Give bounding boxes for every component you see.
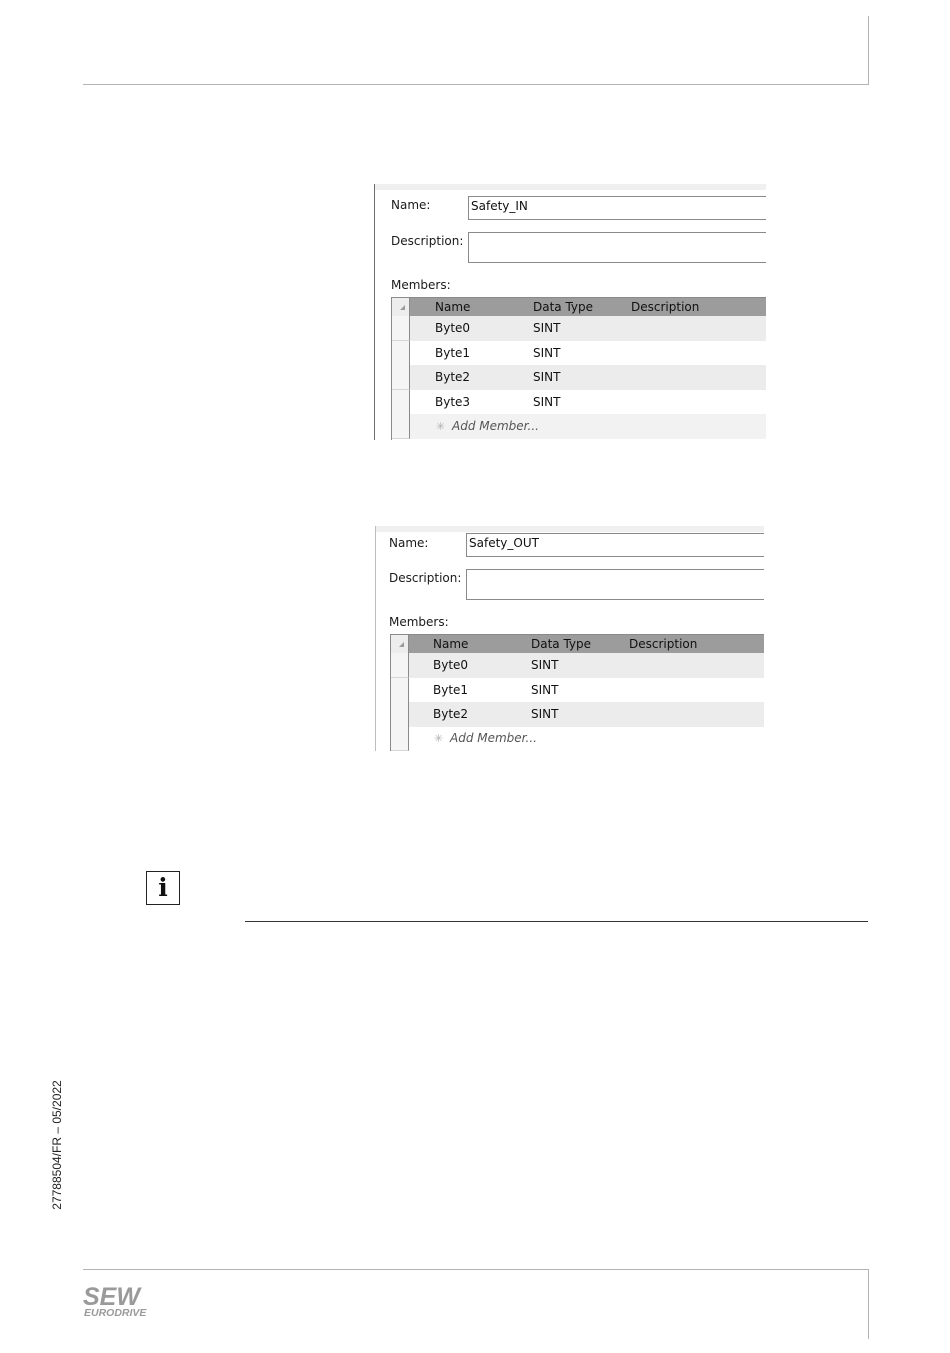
name-label: Name: [391,198,431,212]
member-name[interactable]: Byte2 [433,707,469,721]
column-header-description[interactable]: Description [629,637,698,651]
row-selector[interactable] [392,365,410,390]
grid-header [391,634,764,653]
logo-text-sew: SEW [83,1283,140,1311]
column-header-name[interactable]: Name [433,637,469,651]
column-header-data-type[interactable]: Data Type [531,637,592,651]
member-name[interactable]: Byte0 [433,658,469,672]
sort-corner-icon[interactable] [391,635,409,653]
header-rule [83,84,869,85]
table-row[interactable] [391,678,764,703]
member-name[interactable]: Byte1 [435,346,471,360]
table-row[interactable] [392,365,766,390]
name-field[interactable]: Safety_IN [468,196,766,220]
grid-header [392,297,766,316]
description-field[interactable] [468,232,766,263]
description-label: Description: [389,571,462,585]
table-row[interactable] [391,653,764,678]
members-grid [390,634,764,751]
row-selector[interactable] [392,316,410,341]
column-header-description[interactable]: Description [631,300,700,314]
name-field[interactable]: Safety_OUT [466,533,764,557]
struct-dialog-safety-out [375,526,764,751]
column-header-name[interactable]: Name [435,300,471,314]
row-selector[interactable] [392,390,410,415]
footer-rule [83,1269,869,1270]
member-name[interactable]: Byte2 [435,370,471,384]
struct-dialog-safety-in [374,184,766,440]
members-grid [391,297,766,440]
table-row[interactable] [392,390,766,415]
member-data-type[interactable]: SINT [533,370,561,384]
row-selector[interactable] [391,726,409,751]
row-selector[interactable] [392,414,410,439]
info-note-rule [245,921,868,922]
row-selector[interactable] [391,702,409,727]
member-data-type[interactable]: SINT [533,395,561,409]
members-label: Members: [389,615,449,629]
add-member-row[interactable] [392,414,766,439]
table-row[interactable] [392,341,766,366]
row-selector[interactable] [391,653,409,678]
row-selector[interactable] [392,341,410,366]
logo-text-eurodrive: EURODRIVE [84,1307,147,1317]
header-right-edge [868,16,869,85]
table-row[interactable] [391,702,764,727]
member-data-type[interactable]: SINT [531,683,559,697]
member-data-type[interactable]: SINT [533,346,561,360]
member-data-type[interactable]: SINT [531,707,559,721]
add-member-icon: ✳ [434,732,444,745]
member-name[interactable]: Byte1 [433,683,469,697]
document-id: 27788504/FR – 05/2022 [50,1080,64,1210]
info-icon: i [146,871,180,905]
member-data-type[interactable]: SINT [531,658,559,672]
footer-right-edge [868,1269,869,1339]
add-member-link[interactable]: Add Member... [450,731,537,745]
add-member-row[interactable] [391,726,764,751]
table-row[interactable] [392,316,766,341]
members-label: Members: [391,278,451,292]
name-label: Name: [389,536,429,550]
sort-corner-icon[interactable] [392,298,410,316]
add-member-icon: ✳ [436,420,446,433]
description-label: Description: [391,234,464,248]
column-header-data-type[interactable]: Data Type [533,300,594,314]
member-name[interactable]: Byte3 [435,395,471,409]
add-member-link[interactable]: Add Member... [452,419,539,433]
row-selector[interactable] [391,678,409,703]
member-data-type[interactable]: SINT [533,321,561,335]
member-name[interactable]: Byte0 [435,321,471,335]
sew-eurodrive-logo [83,1283,155,1317]
description-field[interactable] [466,569,764,600]
